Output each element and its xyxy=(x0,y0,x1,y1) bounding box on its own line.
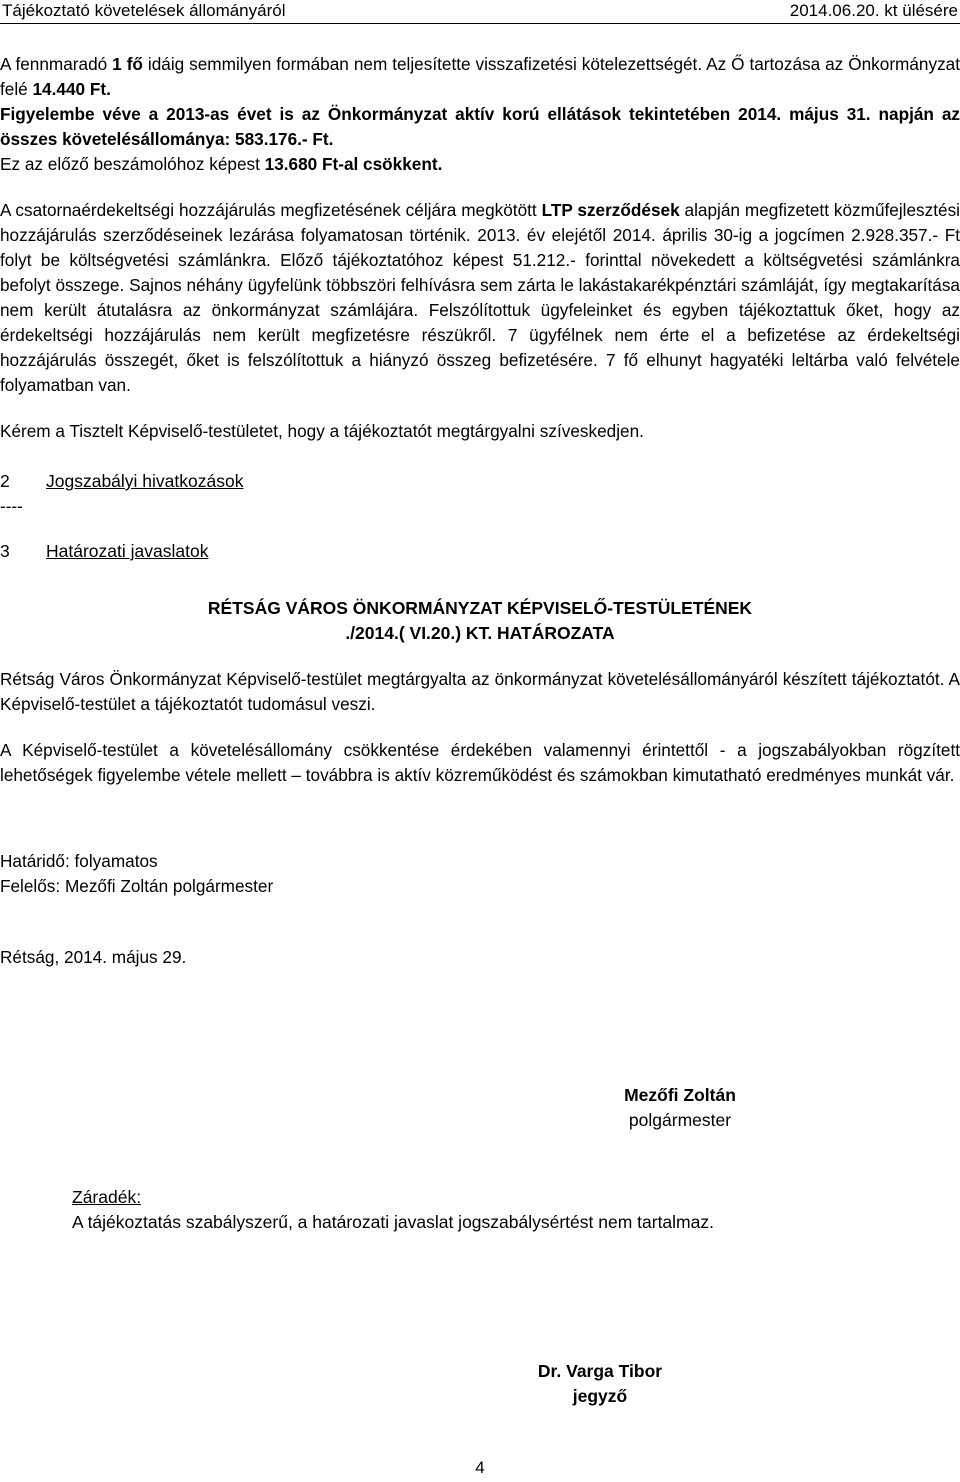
text-run-bold: Figyelembe véve a 2013-as évet is az Önkormányzat aktív korú ellátások tekintetében 2014. május 31. napján az összes követelésállománya: 583.176.- Ft. xyxy=(0,104,960,149)
section-title: Határozati javaslatok xyxy=(46,541,209,561)
section-number: 2 xyxy=(0,471,10,491)
deadline: Határidő: folyamatos xyxy=(0,851,158,871)
clause-title: Záradék: xyxy=(72,1187,142,1207)
resolution-paragraph-2: A Képviselő-testület a követelésállomány csökkentése érdekében valamennyi érintettől - a jogszabályokban rögzített lehetőségek figyelembe vétele mellett – továbbra is aktív közreműködést és számokban kimutatható eredményes munkát vár. xyxy=(0,740,960,785)
paragraph-ltp-contracts xyxy=(0,198,960,398)
text-run-bold: 14.440 Ft. xyxy=(32,79,111,99)
paragraph-remaining-debtor xyxy=(0,52,960,177)
signatory-title: polgármester xyxy=(628,1110,732,1130)
section-2-dashes: ---- xyxy=(0,496,23,516)
responsible: Felelős: Mezőfi Zoltán polgármester xyxy=(0,876,274,896)
section-3-heading xyxy=(0,539,960,564)
place-and-date: Rétság, 2014. május 29. xyxy=(0,947,187,967)
clause-block xyxy=(72,1185,880,1235)
resolution-title-line2: ./2014.( VI.20.) KT. HATÁROZATA xyxy=(345,623,615,643)
text-run-bold: LTP szerződések xyxy=(541,200,680,220)
page-number: 4 xyxy=(475,1458,485,1477)
text-run: Ez az előző beszámolóhoz képest xyxy=(0,154,265,174)
page-header xyxy=(0,0,960,24)
resolution-title-line1: RÉTSÁG VÁROS ÖNKORMÁNYZAT KÉPVISELŐ-TESTÜLETÉNEK xyxy=(207,598,753,618)
text-run-bold: 13.680 Ft-al csökkent. xyxy=(264,154,443,174)
clause-text: A tájékoztatás szabályszerű, a határozati javaslat jogszabálysértést nem tartalmaz. xyxy=(72,1212,714,1232)
section-2-heading xyxy=(0,469,960,494)
paragraph-request: Kérem a Tisztelt Képviselő-testületet, hogy a tájékoztatót megtárgyalni szíveskedjen. xyxy=(0,421,644,441)
text-run: alapján megfizetett közműfejlesztési hozzájárulás szerződéseinek lezárása folyamatosan történik. 2013. év elejétől 2014. április 30-ig a jogcímen 2.928.357.- Ft folyt be költségvetési számlánkra. Előző tájékoztatóhoz képest 51.212.- forinttal növekedett a költségvetési számlánkra befolyt összege. Sajnos néhány ügyfelünk többszöri felhívásra sem zárta le lakástakarékpénztári számláját, így megtakarítása nem került átutalásra az önkormányzat számlájára. Felszólítottuk ügyfeleinket és egyben tájékoztattuk őket, hogy az érdekeltségi hozzájárulás nem került megfizetésre részükről. 7 ügyfélnek nem érte el a befizetése az érdekeltségi hozzájárulás összegét, őket is felszólítottuk a hiányzó összeg befizetésére. 7 fő elhunyt hagyatéki leltárba való felvétele folyamatban van. xyxy=(0,200,960,395)
signatory-name: Mezőfi Zoltán xyxy=(624,1085,736,1105)
signatory-title: jegyző xyxy=(572,1386,628,1406)
signature-mayor xyxy=(560,1083,800,1133)
text-run: A csatornaérdekeltségi hozzájárulás megfizetésének céljára megkötött xyxy=(0,200,542,220)
text-run-bold: 1 fő xyxy=(112,54,143,74)
header-date: 2014.06.20. kt ülésére xyxy=(789,1,958,20)
document-body xyxy=(0,52,960,970)
section-title: Jogszabályi hivatkozások xyxy=(46,471,244,491)
signatory-name: Dr. Varga Tibor xyxy=(537,1361,663,1381)
header-title: Tájékoztató követelések állományáról xyxy=(2,1,286,20)
section-number: 3 xyxy=(0,541,10,561)
signature-notary xyxy=(480,1359,720,1409)
text-run: A fennmaradó xyxy=(0,54,113,74)
text-run: idáig semmilyen formában nem teljesítette visszafizetési kötelezettségét. Az Ő tartozása az Önkormányzat felé xyxy=(0,54,960,99)
resolution-paragraph-1: Rétság Város Önkormányzat Képviselő-testület megtárgyalta az önkormányzat követelésállományáról készített tájékoztatót. A Képviselő-testület a tájékoztatót tudomásul veszi. xyxy=(0,669,960,714)
